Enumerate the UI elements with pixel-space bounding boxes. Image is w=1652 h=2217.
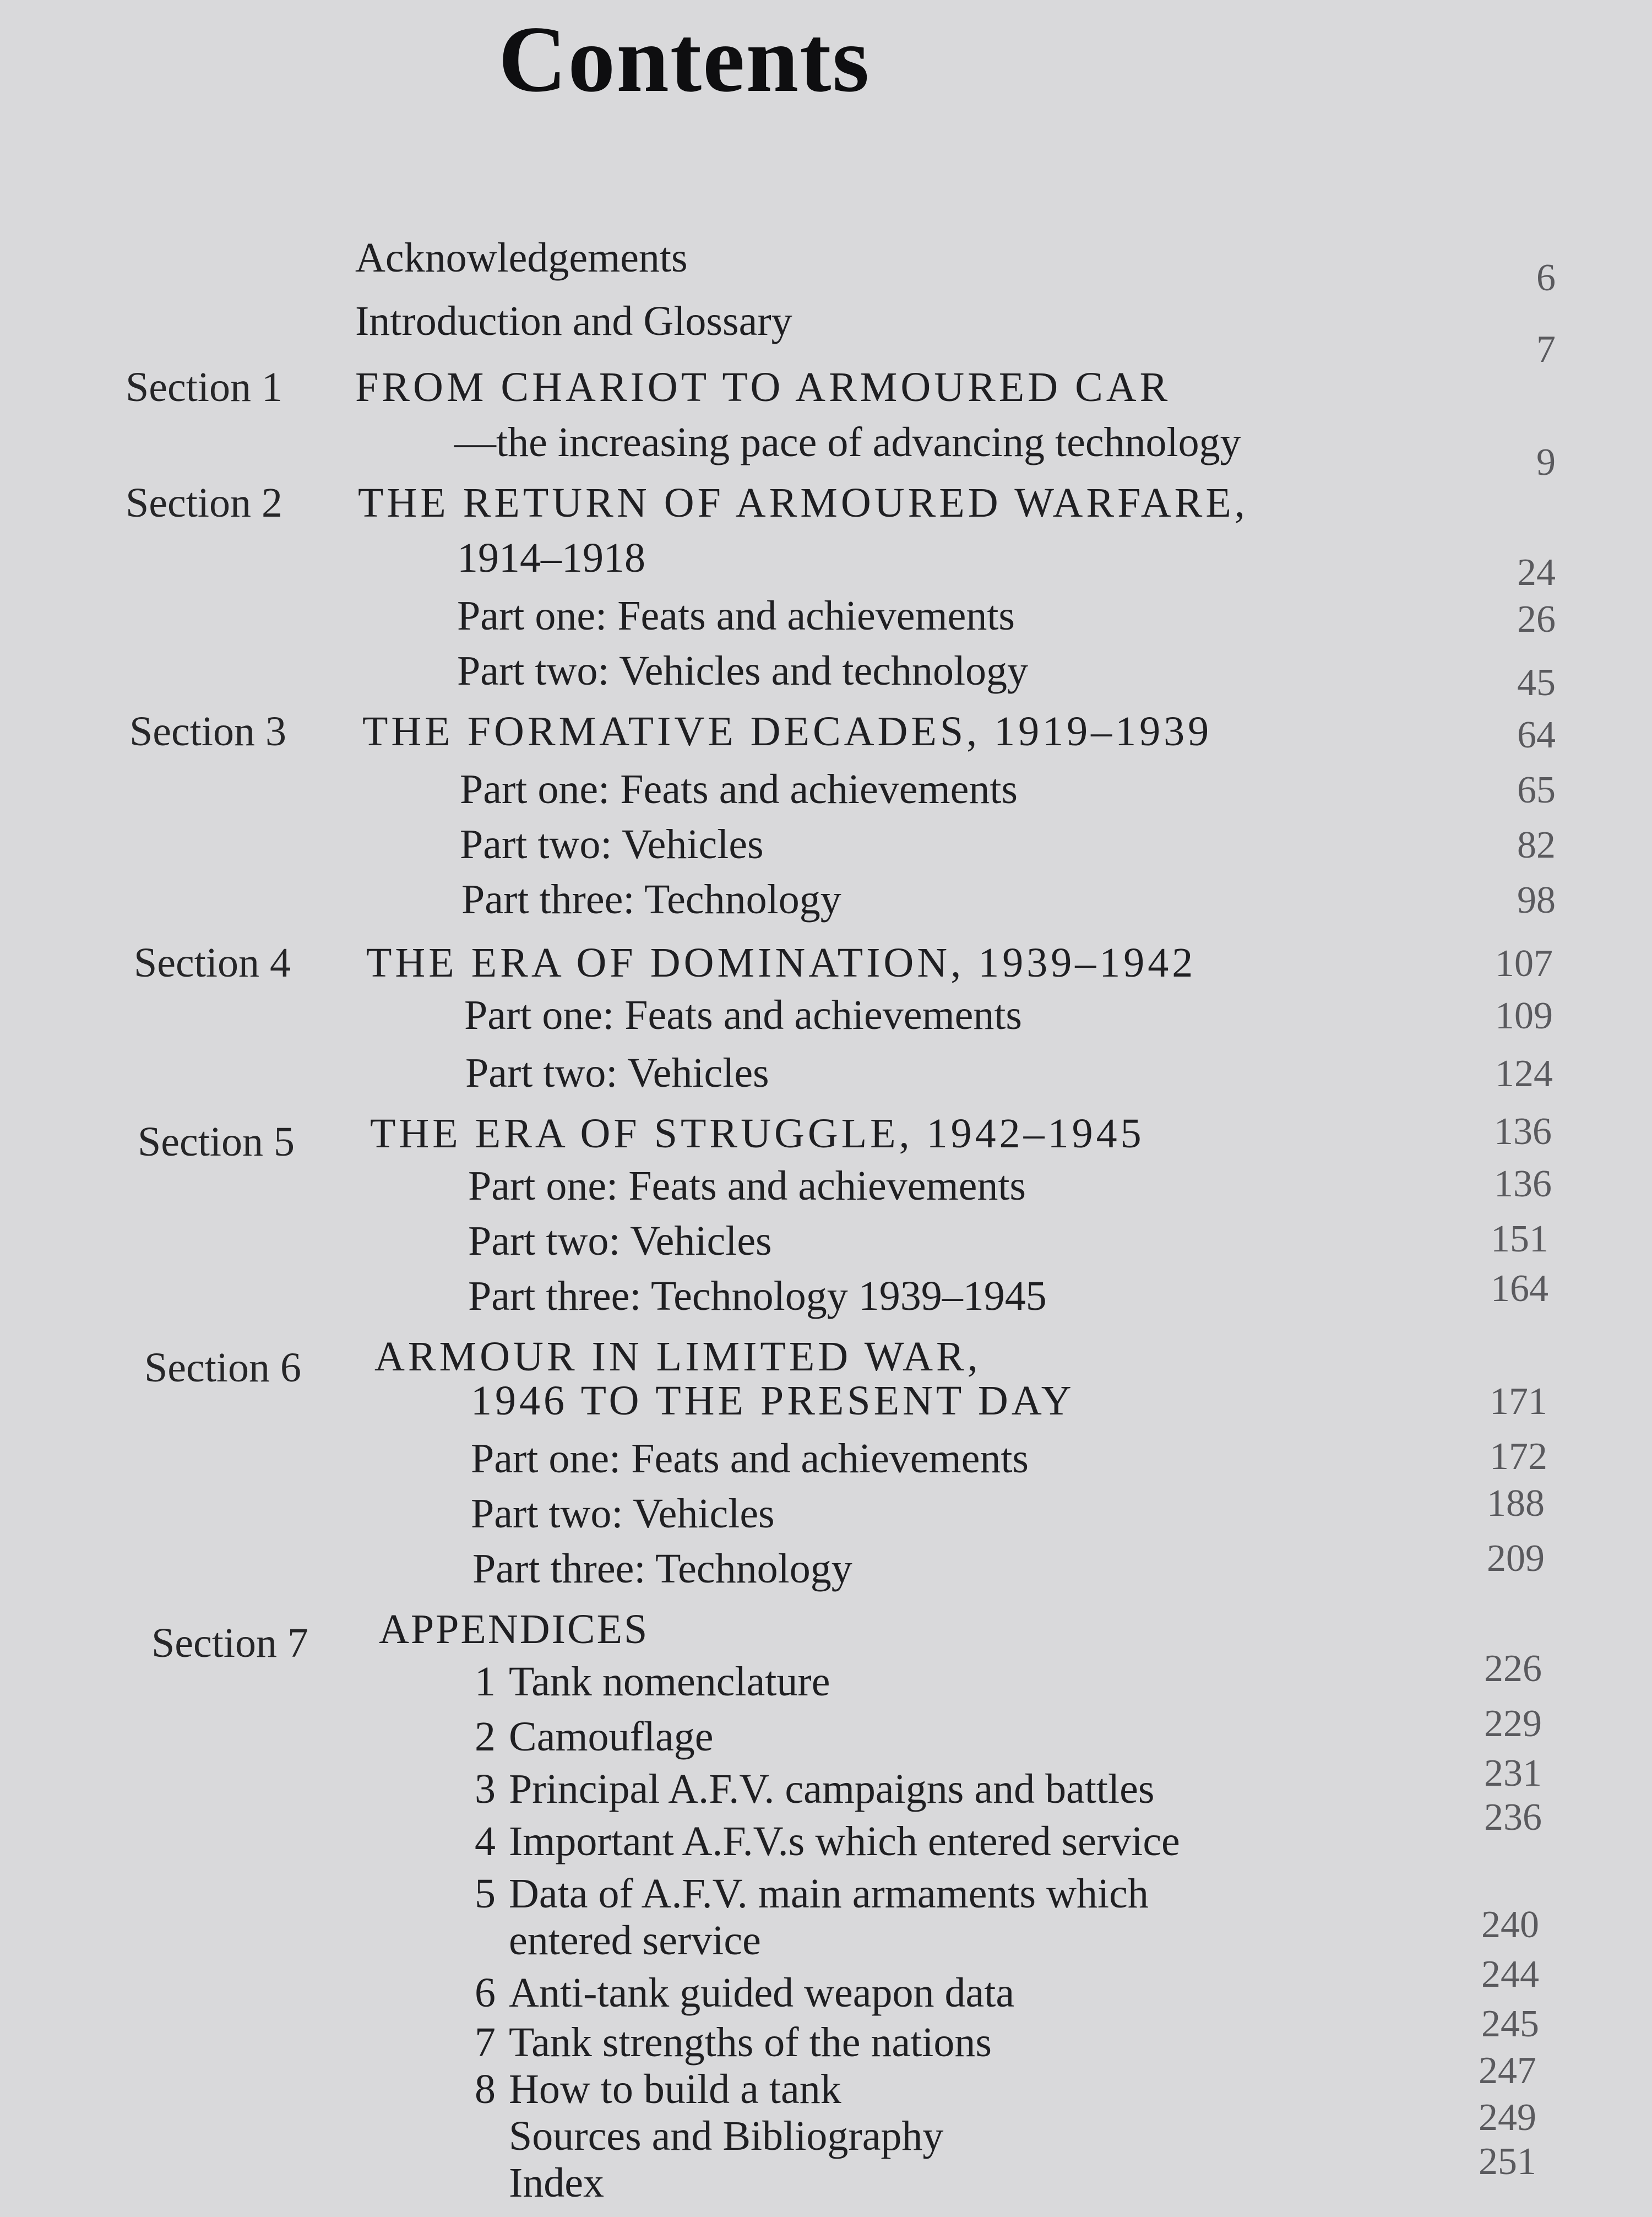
toc-entry — [0, 534, 1652, 592]
entry-text: Part one: Feats and achievements — [468, 1163, 1026, 1209]
entry-page: 9 — [1536, 441, 1556, 484]
appendix-entry — [0, 1703, 1652, 1771]
appendix-text: Tank strengths of the nations — [509, 2019, 992, 2066]
section-label: Section 6 — [144, 1345, 301, 1391]
entry-page: 7 — [1536, 328, 1556, 371]
entry-page: 245 — [1481, 2003, 1539, 2045]
appendix-text: Principal A.F.V. campaigns and battles — [509, 1766, 1155, 1812]
entry-text: Part two: Vehicles — [460, 821, 764, 868]
appendix-text: How to build a tank — [509, 2066, 841, 2112]
entry-page: 64 — [1517, 714, 1556, 756]
toc-entry — [0, 939, 1652, 997]
toc-entry — [0, 479, 1652, 537]
entry-text: Part three: Technology 1939–1945 — [468, 1273, 1047, 1319]
entry-text: Part three: Technology — [461, 876, 841, 923]
entry-text: APPENDICES — [379, 1606, 649, 1652]
appendix-text: entered service — [509, 1917, 761, 1964]
entry-text: ARMOUR IN LIMITED WAR, — [374, 1334, 981, 1380]
entry-text: Part two: Vehicles — [468, 1218, 772, 1264]
page-title: Contents — [498, 7, 871, 112]
toc-entry — [0, 1217, 1652, 1275]
entry-page: 231 — [1484, 1752, 1542, 1795]
toc-entry — [0, 419, 1652, 484]
entry-page: 26 — [1517, 598, 1556, 641]
toc-entry — [0, 821, 1652, 879]
section-label: Section 2 — [126, 480, 282, 526]
toc-entry — [0, 1162, 1652, 1220]
toc-entry — [0, 364, 1652, 421]
appendix-number: 7 — [475, 2019, 496, 2066]
entry-text: 1946 TO THE PRESENT DAY — [471, 1378, 1075, 1424]
entry-text: Part three: Technology — [472, 1546, 852, 1592]
entry-page: 65 — [1517, 769, 1556, 811]
toc-entry — [0, 766, 1652, 823]
entry-page: 124 — [1495, 1053, 1553, 1095]
appendix-number: 3 — [475, 1766, 496, 1812]
toc-entry — [0, 1049, 1652, 1107]
section-label: Section 7 — [151, 1620, 308, 1666]
appendix-number: 2 — [475, 1714, 496, 1760]
appendix-number: 8 — [475, 2066, 496, 2112]
appendix-entry — [0, 2140, 1652, 2217]
entry-text: Part one: Feats and achievements — [471, 1435, 1029, 1482]
entry-page: 98 — [1517, 879, 1556, 922]
toc-entry — [0, 1267, 1652, 1330]
entry-page: 240 — [1481, 1904, 1539, 1946]
entry-page: 164 — [1491, 1267, 1548, 1310]
entry-page: 24 — [1517, 551, 1556, 594]
section-label: Section 3 — [129, 708, 286, 755]
toc-entry — [0, 708, 1652, 766]
section-label: Section 5 — [138, 1119, 295, 1165]
entry-text: Introduction and Glossary — [355, 298, 792, 344]
entry-text: Part one: Feats and achievements — [457, 593, 1015, 639]
appendix-text: Tank nomenclature — [509, 1658, 830, 1705]
entry-page: 249 — [1479, 2096, 1536, 2139]
entry-page: 236 — [1484, 1796, 1542, 1839]
entry-page: 151 — [1491, 1218, 1548, 1260]
toc-entry — [0, 1482, 1652, 1548]
appendix-number: 5 — [475, 1871, 496, 1917]
appendix-text: Camouflage — [509, 1714, 714, 1760]
entry-text: THE FORMATIVE DECADES, 1919–1939 — [362, 708, 1213, 755]
entry-page: 107 — [1495, 942, 1553, 985]
entry-text: Part two: Vehicles — [465, 1050, 769, 1096]
toc-entry — [0, 1537, 1652, 1603]
section-label: Section 1 — [126, 364, 282, 410]
entry-page: 188 — [1487, 1482, 1545, 1525]
entry-page: 136 — [1494, 1163, 1552, 1205]
entry-text: THE ERA OF DOMINATION, 1939–1942 — [366, 940, 1197, 986]
section-label: Section 4 — [134, 940, 291, 986]
entry-page: 6 — [1536, 257, 1556, 299]
entry-page: 229 — [1484, 1703, 1542, 1745]
toc-entry — [0, 991, 1652, 1049]
entry-text: Part one: Feats and achievements — [464, 992, 1023, 1038]
entry-page: 209 — [1487, 1537, 1545, 1580]
appendix-text: Important A.F.V.s which entered service — [509, 1818, 1180, 1864]
entry-page: 45 — [1517, 662, 1556, 704]
entry-page: 251 — [1479, 2140, 1536, 2183]
entry-text: Part two: Vehicles and technology — [457, 648, 1029, 694]
entry-page: 171 — [1490, 1380, 1547, 1423]
toc-entry — [0, 234, 1652, 299]
toc-entry — [0, 1377, 1652, 1435]
appendix-entry — [0, 1647, 1652, 1716]
entry-page: 136 — [1494, 1110, 1552, 1153]
toc-entry — [0, 647, 1652, 705]
entry-text: FROM CHARIOT TO ARMOURED CAR — [355, 364, 1171, 410]
appendix-entry — [0, 1796, 1652, 1875]
toc-entry — [0, 1435, 1652, 1493]
appendix-number: 6 — [475, 1970, 496, 2016]
appendix-number: 1 — [475, 1658, 496, 1705]
entry-text: THE ERA OF STRUGGLE, 1942–1945 — [370, 1110, 1145, 1157]
toc-entry — [0, 297, 1652, 371]
entry-page: 82 — [1517, 824, 1556, 866]
entry-text: —the increasing pace of advancing technology — [454, 419, 1241, 465]
entry-text: 1914–1918 — [457, 535, 645, 581]
entry-text: Acknowledgements — [355, 235, 688, 281]
appendix-text: Index — [509, 2160, 605, 2206]
entry-page: 109 — [1495, 995, 1553, 1037]
appendix-text: Anti-tank guided weapon data — [509, 1970, 1015, 2016]
appendix-text: Data of A.F.V. main armaments which — [509, 1871, 1149, 1917]
appendix-entry — [0, 1904, 1652, 1975]
toc-entry — [0, 1110, 1652, 1168]
appendix-number: 4 — [475, 1818, 496, 1864]
toc-entry — [0, 876, 1652, 934]
toc-entry — [0, 592, 1652, 650]
entry-page: 226 — [1484, 1647, 1542, 1690]
entry-page: 247 — [1479, 2050, 1536, 2092]
entry-text: Part one: Feats and achievements — [460, 766, 1018, 812]
entry-text: Part two: Vehicles — [471, 1490, 775, 1537]
appendix-text: Sources and Bibliography — [509, 2113, 944, 2159]
entry-page: 172 — [1490, 1435, 1547, 1478]
entry-text: THE RETURN OF ARMOURED WARFARE, — [358, 480, 1248, 526]
toc-entry — [0, 1606, 1652, 1666]
entry-page: 244 — [1481, 1953, 1539, 1996]
appendix-entry — [0, 1752, 1652, 1823]
